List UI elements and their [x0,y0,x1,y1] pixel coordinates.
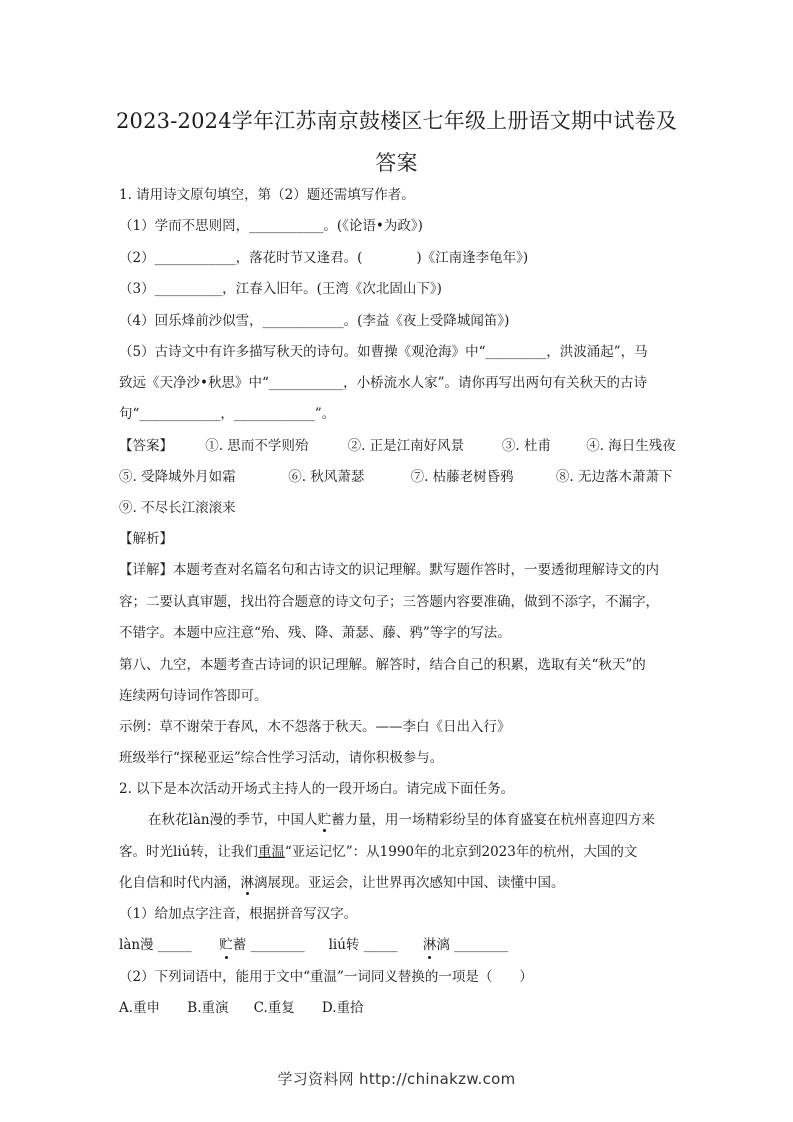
pinyin-text: 漓 ________ [436,937,509,953]
pinyin-item: làn漫 _____ [119,937,192,953]
analysis-line: 第八、九空，本题考查古诗词的识记理解。解答时，结合自己的积累，选取有关“秋天”的 [119,657,646,673]
question-2-sub-2: （2）下列词语中，能用于文中“重温”一词同义替换的一项是（ ） [119,969,533,985]
dotted-character: 贮 [219,937,233,953]
dotted-character: 贮 [317,812,332,828]
page-title-line-1: 2023-2024学年江苏南京鼓楼区七年级上册语文期中试卷及 [116,109,677,133]
pinyin-text: 蓄 ________ [232,937,305,953]
answer-item: ⑤. 受降城外月如霜 [119,469,236,485]
answer-item: ②. 正是江南好风景 [347,438,465,454]
answer-item: ⑦. 枯藤老树昏鸦 [410,469,514,485]
passage-text: 蓄力量，用一场精彩纷呈的体育盛宴在杭州喜迎四方来 [331,812,656,828]
passage-line-3 [119,873,679,893]
answer-row-2 [119,467,679,487]
page-title-line-2: 答案 [375,151,418,175]
pinyin-item [423,935,508,955]
answer-item: ⑨. 不尽长江滚滚来 [119,500,236,516]
question-2-stem: 2. 以下是本次活动开场式主持人的一段开场白。请完成下面任务。 [119,781,515,797]
pinyin-item: liú转 _____ [328,937,398,953]
question-1-item-4: （4）回乐烽前沙似雪，____________。(李益《夜上受降城闻笛》) [119,313,510,329]
analysis-line: 不错字。本题中应注意“殆、残、降、萧瑟、藤、鸦”等字的写法。 [119,625,511,641]
passage-text: “亚运记忆”：从1990年的北京到2023年的杭州，大国的文 [284,844,638,860]
answer-item: ③. 杜甫 [501,438,551,454]
option-c: C.重复 [253,1000,295,1016]
question-1-item-1: （1）学而不思则罔，___________。(《论语•为政》) [119,218,423,234]
answer-item: ①. 思而不学则殆 [205,438,309,454]
passage-text: 化自信和时代内涵， [119,875,241,891]
analysis-example: 示例：草不谢荣于春风，木不怨落于秋天。——李白《日出入行》 [119,719,511,735]
analysis-line: 【详解】本题考查对名篇名句和古诗文的识记理解。默写题作答时，一要透彻理解诗文的内 [119,562,659,578]
analysis-line: 连续两句诗词作答即可。 [119,688,268,704]
options-row [119,998,679,1018]
question-1-item-5-line-1: （5）古诗文中有许多描写秋天的诗句。如曹操《观沧海》中“_________，洪波涌起”，马 [119,344,648,360]
activity-intro: 班级举行“探秘亚运”综合性学习活动，请你积极参与。 [119,750,444,766]
analysis-line: 容；二要认真审题，找出符合题意的诗文句子；三答题内容要准确，做到不添字，不漏字， [119,594,659,610]
question-1-item-3: （3）__________，江春入旧年。(王湾《次北固山下》) [119,281,442,297]
pinyin-item [219,935,324,955]
question-1-item-2: （2）____________，落花时节又逢君。( )《江南逢李龟年》) [119,250,529,266]
passage-line-2 [119,842,679,862]
answer-item: ④. 海日生残夜 [586,438,676,454]
answer-row-3 [119,498,679,518]
question-1-stem: 1. 请用诗文原句填空，第（2）题还需填写作者。 [119,187,415,203]
option-b: B.重演 [187,1000,229,1016]
answer-item: ⑧. 无边落木萧萧下 [555,469,673,485]
passage-text: 在秋花làn漫的季节，中国人 [148,812,318,828]
underlined-word: 重温 [257,844,285,860]
option-d: D.重拾 [321,1000,364,1016]
question-2-sub-1: （1）给加点字注音，根据拼音写汉字。 [119,906,358,922]
analysis-label: 【解析】 [119,531,173,547]
passage-line-1 [148,810,708,830]
passage-text: 客。时光liú转，让我们 [119,844,258,860]
dotted-character: 淋 [422,937,437,953]
question-1-item-5-line-2: 致远《天净沙•秋思》中“___________，小桥流水人家”。请你再写出两句有关秋天的古诗 [119,375,648,391]
answer-row-1 [119,436,679,456]
answer-label: 【答案】 [119,438,173,454]
footer-watermark: 学习资料网 http://chinakzw.com [277,1070,516,1088]
answer-item: ⑥. 秋风萧瑟 [288,469,365,485]
pinyin-row [119,935,679,955]
question-1-item-5-line-3: 句“____________，____________”。 [119,406,336,422]
passage-text: 漓展现。亚运会，让世界再次感知中国、读懂中国。 [254,875,565,891]
dotted-character: 淋 [240,875,254,891]
option-a: A.重申 [119,1000,161,1016]
